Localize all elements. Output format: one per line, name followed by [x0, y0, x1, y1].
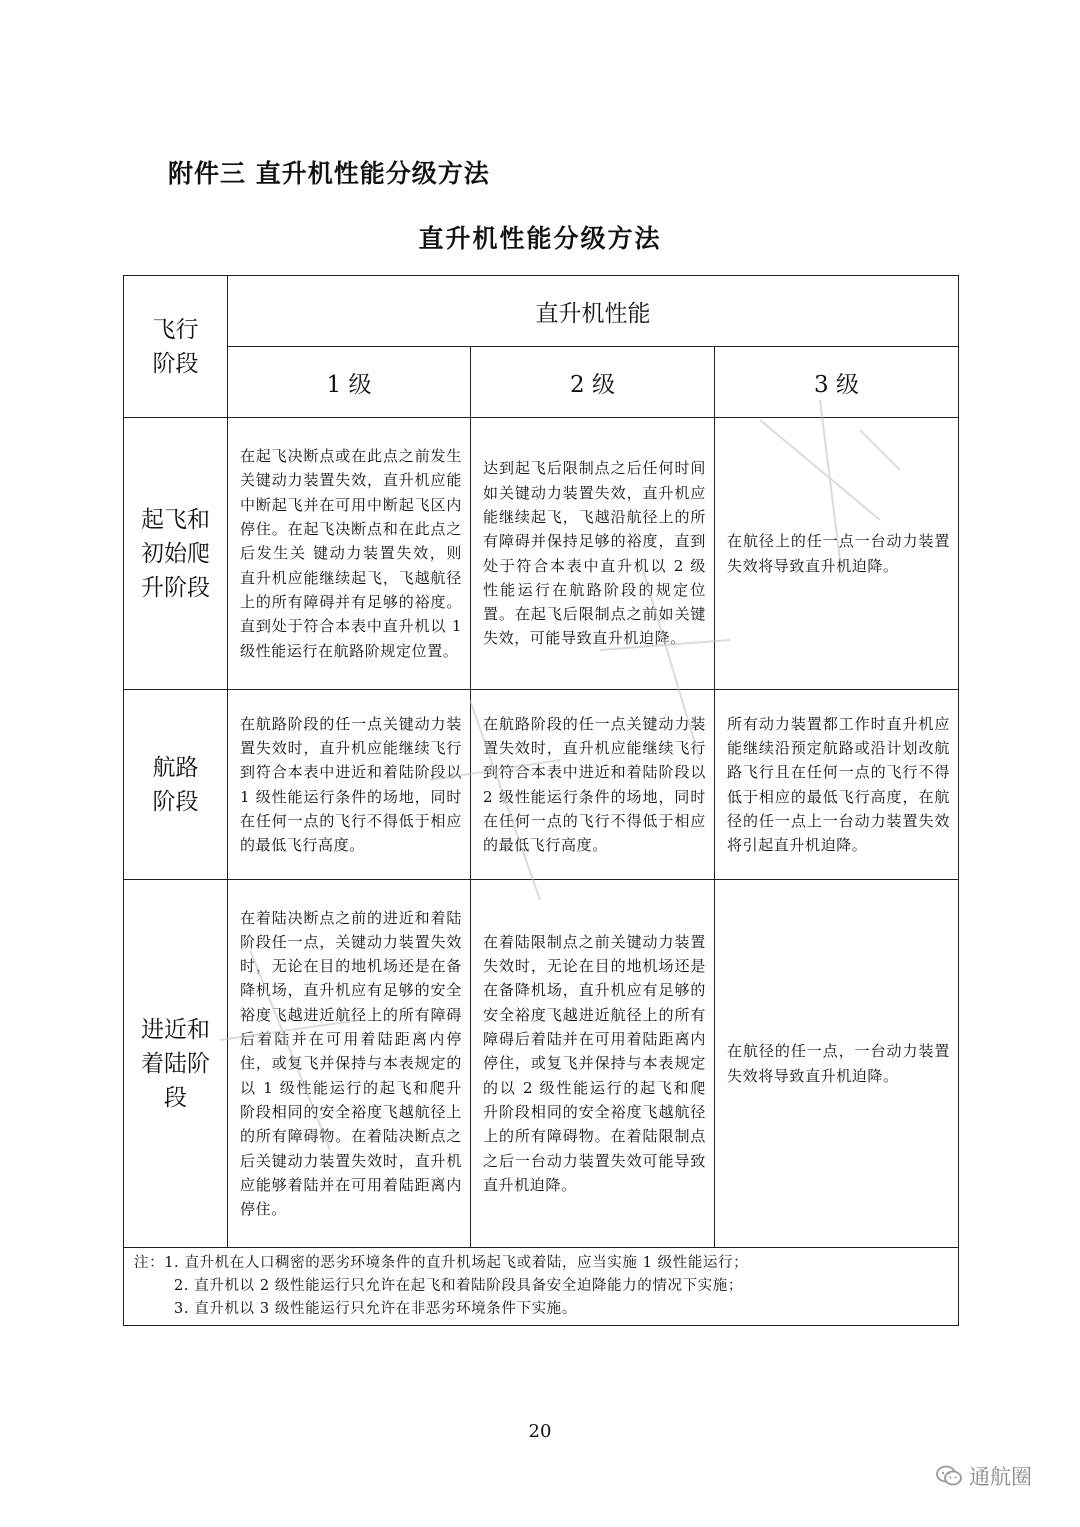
cell-approach-level2: 在着陆限制点之前关键动力装置失效时，无论在目的地机场还是在备降机场，直升机应有足够的安全裕度飞越进近航径上的所有障碍后着陆并在可用着陆距离内停住，或复飞并保持与本表规定的以 2 级性能运行的起飞和爬升阶段相同的安全裕度飞越航径上的所有障碍物。在着陆限制点之后一台动力装置失效可能导致直升机迫降。 [471, 880, 715, 1248]
phase-header-line: 飞行 [152, 316, 199, 343]
note-1: 注：1. 直升机在人口稠密的恶劣环境条件的直升机场起飞或着陆，应当实施 1 级性能运行； [134, 1255, 749, 1271]
phase-line: 起飞和 [141, 506, 210, 533]
cell-enroute-level3: 所有动力装置都工作时直升机应能继续沿预定航路或沿计划改航路飞行且在任何一点的飞行不得低于相应的最低飞行高度，在航径的任一点上一台动力装置失效将引起直升机迫降。 [715, 690, 959, 880]
cell-takeoff-level3: 在航径上的任一点一台动力装置失效将导致直升机迫降。 [715, 418, 959, 690]
cell-approach-level3: 在航径的任一点，一台动力装置失效将导致直升机迫降。 [715, 880, 959, 1248]
level-2-header: 2 级 [471, 347, 715, 418]
note-2: 2. 直升机以 2 级性能运行只允许在起飞和着陆阶段具备安全迫降能力的情况下实施； [174, 1278, 743, 1294]
phase-line: 升阶段 [141, 574, 210, 601]
cell-approach-level1: 在着陆决断点之前的进近和着陆阶段任一点，关键动力装置失效时，无论在目的地机场还是在备降机场，直升机应有足够的安全裕度飞越进近航径上的所有障碍后着陆并在可用着陆距离内停住，或复飞并保持与本表规定的以 1 级性能运行的起飞和爬升阶段相同的安全裕度飞越航径上的所有障碍物。在着陆决断点之后关键动力装置失效时，直升机应能够着陆并在可用着陆距离内停住。 [228, 880, 471, 1248]
phase-enroute [124, 690, 228, 880]
page-number: 20 [528, 1421, 552, 1442]
phase-line: 航路 [152, 754, 199, 781]
footer-brand [935, 1461, 1032, 1491]
performance-header: 直升机性能 [228, 276, 959, 347]
cell-takeoff-level2: 达到起飞后限制点之后任何时间如关键动力装置失效，直升机应能继续起飞，飞越沿航径上的所有障碍并保持足够的裕度，直到处于符合本表中直升机以 2 级性能运行在航路阶段的规定位置。在起飞后限制点之前如关键失效，可能导致直升机迫降。 [471, 418, 715, 690]
cell-enroute-level2: 在航路阶段的任一点关键动力装置失效时，直升机应能继续飞行到符合本表中进近和着陆阶段以 2 级性能运行条件的场地，同时在任何一点的飞行不得低于相应的最低飞行高度。 [471, 690, 715, 880]
level-3-header: 3 级 [715, 347, 959, 418]
phase-line: 初始爬 [141, 540, 210, 567]
footer-brand-label: 通航圈 [969, 1465, 1032, 1489]
phase-line: 阶段 [152, 788, 199, 815]
phase-line: 段 [164, 1084, 187, 1111]
phase-line: 着陆阶 [141, 1050, 210, 1077]
level-1-header: 1 级 [228, 347, 471, 418]
phase-takeoff [124, 418, 228, 690]
table-row-approach [124, 880, 959, 1248]
phase-line: 进近和 [141, 1016, 210, 1043]
table-row-enroute [124, 690, 959, 880]
notes [124, 1248, 959, 1326]
cell-enroute-level1: 在航路阶段的任一点关键动力装置失效时，直升机应能继续飞行到符合本表中进近和着陆阶段以 1 级性能运行条件的场地，同时在任何一点的飞行不得低于相应的最低飞行高度。 [228, 690, 471, 880]
appendix-title: 附件三 直升机性能分级方法 [168, 159, 490, 188]
cell-takeoff-level1: 在起飞决断点或在此点之前发生关键动力装置失效，直升机应能中断起飞并在可用中断起飞区内停住。在起飞决断点和在此点之后发生关 键动力装置失效，则直升机应能继续起飞，飞越航径上的所有障碍并有足够的裕度。直到处于符合本表中直升机以 1 级性能运行在航路阶规定位置。 [228, 418, 471, 690]
wechat-icon [935, 1464, 963, 1488]
performance-table [123, 275, 959, 1326]
phase-header-line: 阶段 [152, 350, 199, 377]
table-row-takeoff [124, 418, 959, 690]
table-title: 直升机性能分级方法 [418, 224, 662, 253]
phase-header [124, 276, 228, 418]
note-3: 3. 直升机以 3 级性能运行只允许在非恶劣环境条件下实施。 [174, 1301, 577, 1317]
phase-approach [124, 880, 228, 1248]
table-row-notes [124, 1248, 959, 1326]
